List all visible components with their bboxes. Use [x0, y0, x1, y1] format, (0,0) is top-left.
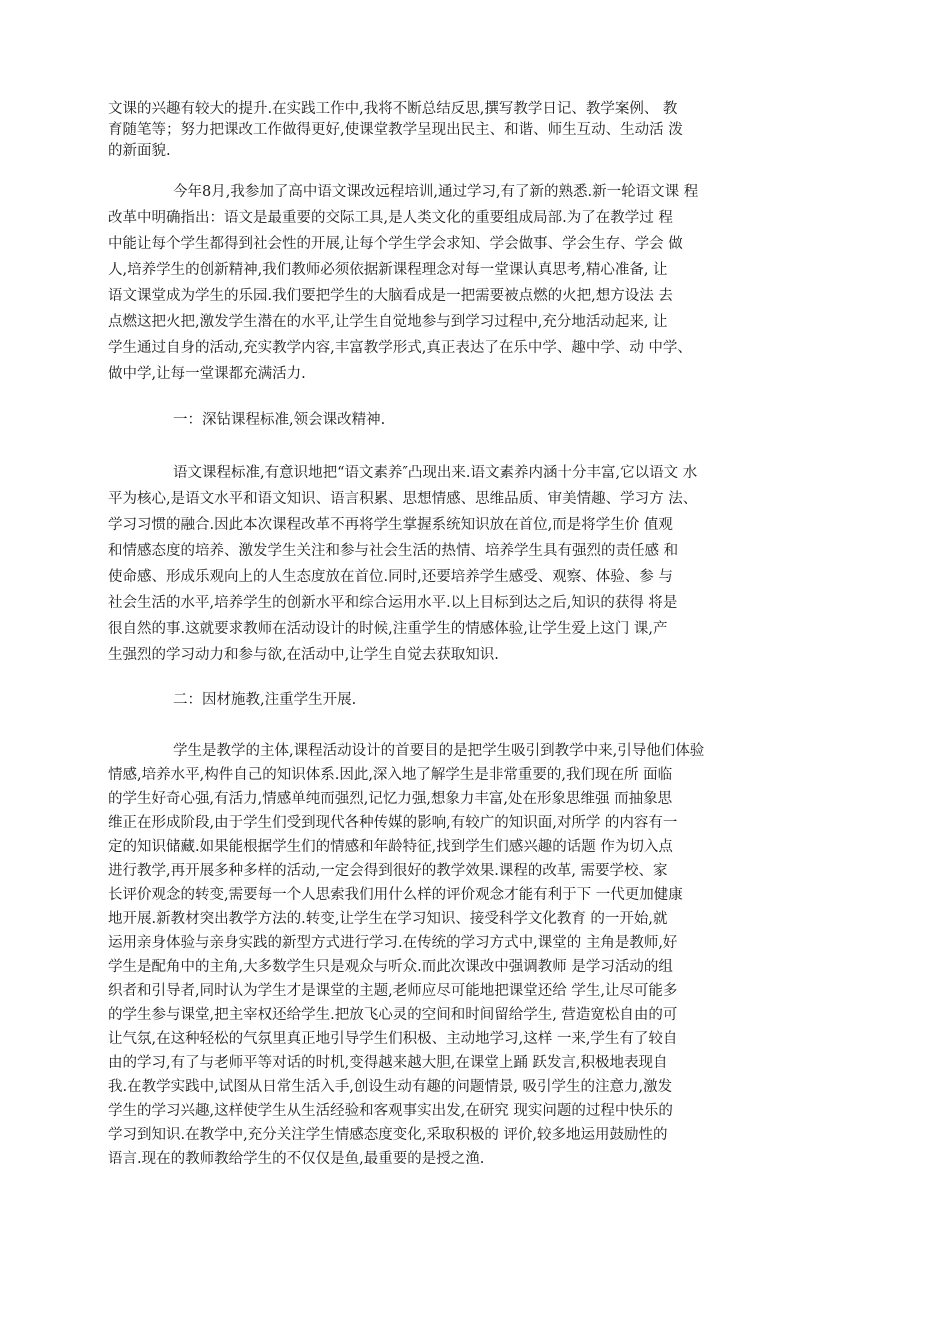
text-line: 的学生好奇心强,有活力,情感单纯而强烈,记忆力强,想象力丰富,处在形象思维强 而抽象思	[108, 791, 673, 807]
text-line: 语文课程标准,有意识地把“语文素养″凸现出来.语文素养内涵十分丰富,它以语文 水	[173, 465, 698, 481]
heading-text: 二：因材施教,注重学生开展.	[173, 692, 357, 708]
text-line: 定的知识储藏.如果能根据学生们的情感和年龄特征,找到学生们感兴趣的话题 作为切入点	[108, 839, 673, 855]
text-line: 文课的兴趣有较大的提升.在实践工作中,我将不断总结反思,撰写教学日记、教学案例、 教	[108, 101, 678, 117]
text-line: 点燃这把火把,激发学生潜在的水平,让学生自觉地参与到学习过程中,充分地活动起来, 让	[108, 314, 668, 330]
text-line: 生强烈的学习动力和参与欲,在活动中,让学生自觉去获取知识.	[108, 647, 499, 663]
heading-text: 一：深钻课程标准,领会课改精神.	[173, 412, 386, 428]
text-line: 让气氛,在这种轻松的气氛里真正地引导学生们积极、主动地学习,这样 一来,学生有了较自	[108, 1031, 678, 1047]
text-line: 学生是教学的主体,课程活动设计的首要目的是把学生吸引到教学中来,引导他们体验	[173, 743, 705, 759]
text-line: 情感,培养水平,构件自己的知识体系.因此,深入地了解学生是非常重要的,我们现在所 面临	[108, 767, 673, 783]
text-line: 的学生参与课堂,把主宰权还给学生.把放飞心灵的空间和时间留给学生, 营造宽松自由的可	[108, 1007, 678, 1023]
text-line: 很自然的事.这就要求教师在活动设计的时候,注重学生的情感体验,让学生爱上这门 课,产	[108, 621, 668, 637]
text-line: 运用亲身体验与亲身实践的新型方式进行学习.在传统的学习方式中,课堂的 主角是教师,好	[108, 935, 678, 951]
text-line: 和情感态度的培养、激发学生关注和参与社会生活的热情、培养学生具有强烈的责任感 和	[108, 543, 679, 559]
text-line: 学习到知识.在教学中,充分关注学生情感态度变化,采取积极的 评价,较多地运用鼓励性的	[108, 1127, 668, 1143]
text-line: 做中学,让每一堂课都充满活力.	[108, 366, 306, 382]
text-line: 中能让每个学生都得到社会性的开展,让每个学生学会求知、学会做事、学会生存、学会 做	[108, 236, 683, 252]
text-line: 学习习惯的融合.因此本次课程改革不再将学生掌握系统知识放在首位,而是将学生价 值观	[108, 517, 673, 533]
text-line: 长评价观念的转变,需要每一个人思索我们用什么样的评价观念才能有利于下 一代更加健康	[108, 887, 683, 903]
text-line: 学生是配角中的主角,大多数学生只是观众与听众.而此次课改中强调教师 是学习活动的组	[108, 959, 673, 975]
text-line: 由的学习,有了与老师平等对话的时机,变得越来越大胆,在课堂上踊 跃发言,积极地表现自	[108, 1055, 668, 1071]
text-line: 维正在形成阶段,由于学生们受到现代各种传媒的影响,有较广的知识面,对所学 的内容有一	[108, 815, 678, 831]
text-line: 进行教学,再开展多种多样的活动,一定会得到很好的教学效果.课程的改革, 需要学校、家	[108, 863, 668, 879]
text-line: 我.在教学实践中,试图从日常生活入手,创设生动有趣的问题情景, 吸引学生的注意力,激发	[108, 1079, 673, 1095]
text-line: 学生的学习兴趣,这样使学生从生活经验和客观事实出发,在研究 现实问题的过程中快乐的	[108, 1103, 673, 1119]
text-line: 平为核心,是语文水平和语文知识、语言积累、思想情感、思维品质、审美情趣、学习方 法、	[108, 491, 698, 507]
text-line: 今年8月,我参加了高中语文课改远程培训,通过学习,有了新的熟悉.新一轮语文课 程	[173, 184, 699, 200]
text-line: 地开展.新教材突出教学方法的.转变,让学生在学习知识、接受科学文化教育 的一开始,就	[108, 911, 668, 927]
text-line: 语文课堂成为学生的乐园.我们要把学生的大脑看成是一把需要被点燃的火把,想方设法 去	[108, 288, 673, 304]
text-line: 织者和引导者,同时认为学生才是课堂的主题,老师应尽可能地把课堂还给 学生,让尽可能多	[108, 983, 678, 999]
text-line: 的新面貌.	[108, 143, 171, 159]
text-line: 育随笔等；努力把课改工作做得更好,使课堂教学呈现出民主、和谐、师生互动、生动活 泼	[108, 122, 683, 138]
text-line: 改革中明确指出：语文是最重要的交际工具,是人类文化的重要组成局部.为了在教学过 程	[108, 210, 673, 226]
text-line: 语言.现在的教师教给学生的不仅仅是鱼,最重要的是授之渔.	[108, 1151, 485, 1167]
text-line: 学生通过自身的活动,充实教学内容,丰富教学形式,真正表达了在乐中学、趣中学、动 中学、	[108, 340, 692, 356]
text-line: 人,培养学生的创新精神,我们教师必须依据新课程理念对每一堂课认真思考,精心准备, 让	[108, 262, 668, 278]
text-line: 使命感、形成乐观向上的人生态度放在首位.同时,还要培养学生感受、观察、体验、参 与	[108, 569, 673, 585]
text-line: 社会生活的水平,培养学生的创新水平和综合运用水平.以上目标到达之后,知识的获得 将是	[108, 595, 678, 611]
